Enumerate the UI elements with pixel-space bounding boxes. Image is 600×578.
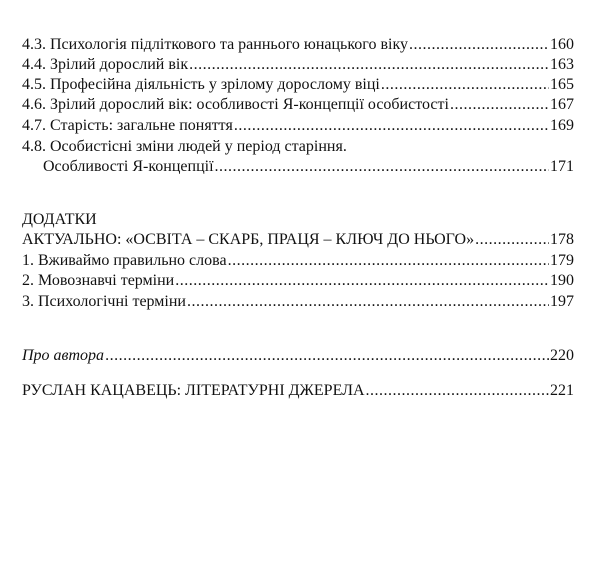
toc-entry-4-4[interactable] [22, 55, 574, 74]
toc-entry-page: 221 [550, 382, 574, 399]
dot-leader [450, 95, 549, 114]
toc-entry-page: 190 [550, 272, 574, 289]
toc-entry-page: 160 [550, 36, 574, 53]
dot-leader [175, 271, 549, 290]
toc-entry-title: Особливості Я-концепції [43, 158, 214, 175]
dot-leader [475, 230, 549, 249]
dot-leader [366, 381, 549, 400]
toc-entry-4-6[interactable] [22, 95, 574, 114]
toc-entry-page: 169 [550, 117, 574, 134]
toc-entry-page: 163 [550, 56, 574, 73]
toc-entry-title: 4.6. Зрілий дорослий вік: особливості Я-концепції особистості [22, 96, 449, 113]
toc-entry-page: 167 [550, 96, 574, 113]
toc-entry-title: 1. Вживаймо правильно слова [22, 252, 227, 269]
dot-leader [105, 346, 549, 365]
dot-leader [234, 116, 549, 135]
toc-entry-4-8-title[interactable]: 4.8. Особистісні зміни людей у період старіння. [22, 138, 347, 155]
toc-entry-title: РУСЛАН КАЦАВЕЦЬ: ЛІТЕРАТУРНІ ДЖЕРЕЛА [22, 382, 365, 399]
toc-entry-title: 4.3. Психологія підліткового та раннього юнацького віку [22, 36, 409, 53]
toc-entry-title: АКТУАЛЬНО: «ОСВІТА – СКАРБ, ПРАЦЯ – КЛЮЧ ДО НЬОГО» [22, 231, 475, 248]
appendix-entry-2[interactable] [22, 271, 574, 290]
dot-leader [187, 292, 549, 311]
toc-entry-title: 4.7. Старість: загальне поняття [22, 117, 233, 134]
literary-sources-entry[interactable] [22, 381, 574, 400]
appendix-entry-actual[interactable] [22, 230, 574, 249]
dot-leader [228, 251, 549, 270]
toc-entry-page: 171 [550, 158, 574, 175]
toc-entry-title: 2. Мовознавчі терміни [22, 272, 175, 289]
toc-entry-title: 3. Психологічні терміни [22, 293, 186, 310]
toc-entry-4-5[interactable] [22, 75, 574, 94]
toc-entry-page: 178 [550, 231, 574, 248]
toc-entry-4-8-continued[interactable] [43, 157, 574, 176]
toc-entry-title: Про автора [22, 347, 105, 364]
toc-entry-title: 4.5. Професійна діяльність у зрілому дорослому віці [22, 76, 380, 93]
dot-leader [409, 35, 549, 54]
toc-entry-page: 220 [550, 347, 574, 364]
appendix-entry-3[interactable] [22, 292, 574, 311]
dot-leader [189, 55, 549, 74]
dot-leader [381, 75, 549, 94]
toc-entry-4-7[interactable] [22, 116, 574, 135]
toc-entry-page: 165 [550, 76, 574, 93]
toc-entry-page: 197 [550, 293, 574, 310]
toc-entry-4-3[interactable] [22, 35, 574, 54]
toc-entry-title: 4.4. Зрілий дорослий вік [22, 56, 189, 73]
appendix-entry-1[interactable] [22, 251, 574, 270]
about-author-entry[interactable] [22, 346, 574, 365]
toc-entry-page: 179 [550, 252, 574, 269]
appendix-heading: ДОДАТКИ [22, 211, 97, 228]
dot-leader [215, 157, 549, 176]
